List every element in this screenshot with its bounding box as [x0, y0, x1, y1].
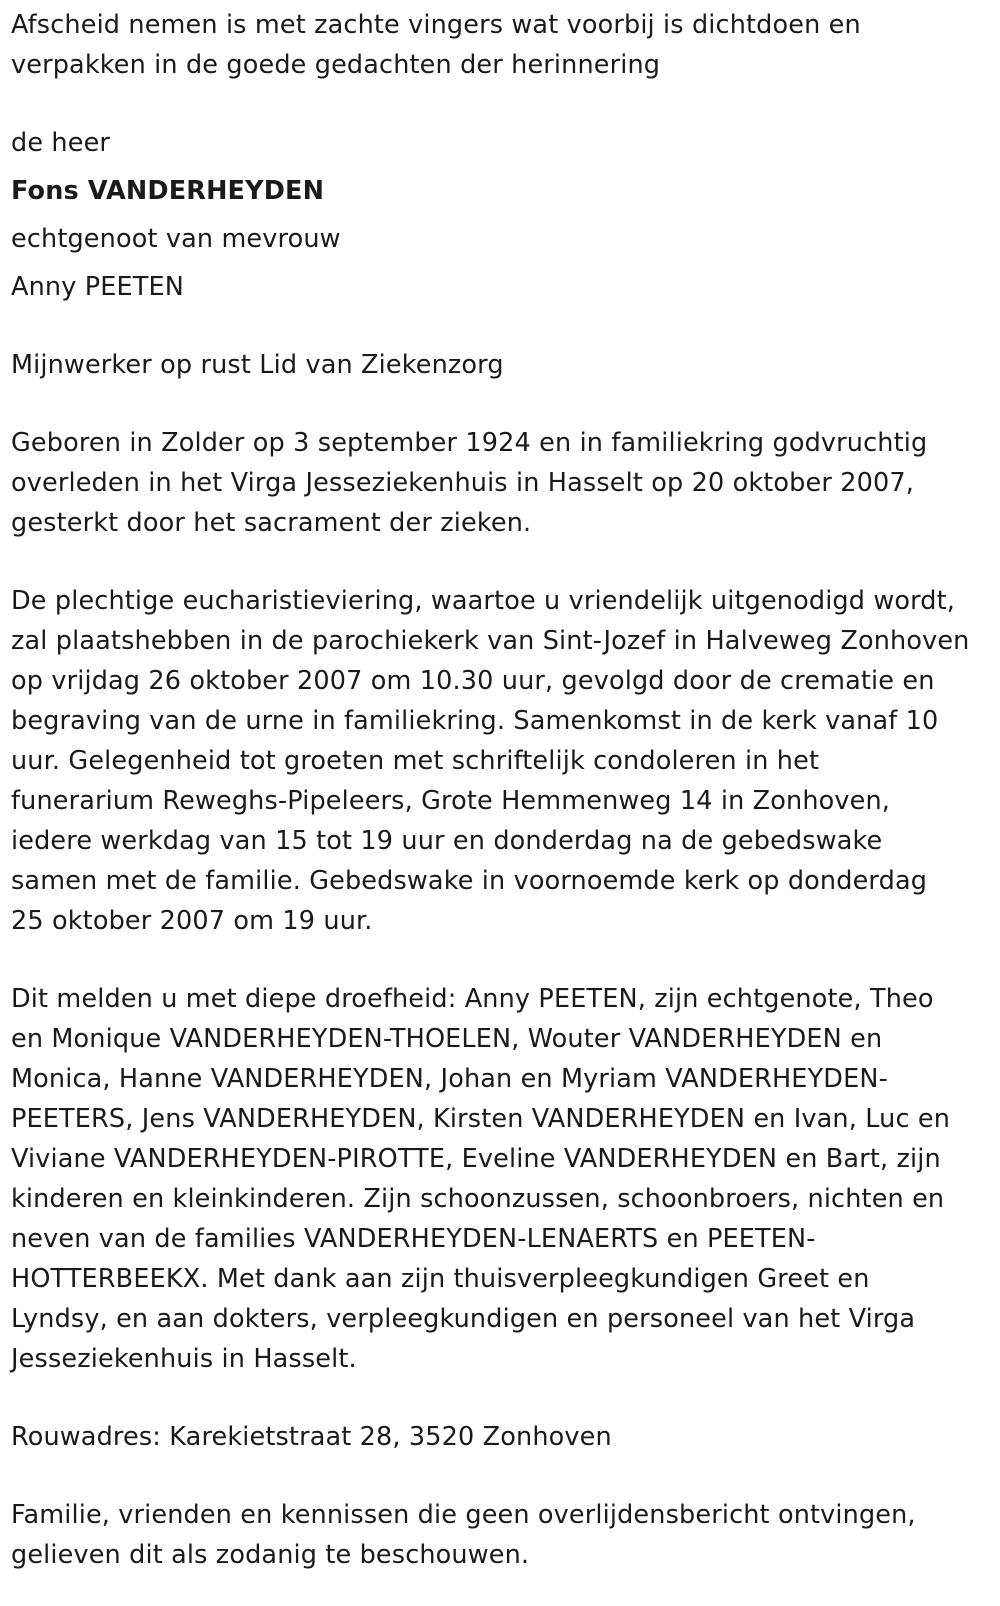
motto-line: Afscheid nemen is met zachte vingers wat voorbij is dichtdoen en	[11, 10, 861, 40]
motto-line: verpakken in de goede gedachten der herinnering	[11, 50, 661, 80]
family-line: Monica, Hanne VANDERHEYDEN, Johan en Myriam VANDERHEYDEN-	[11, 1064, 888, 1094]
mourning-address: Rouwadres: Karekietstraat 28, 3520 Zonhoven	[11, 1422, 612, 1452]
birth-death-line: overleden in het Virga Jesseziekenhuis in Hasselt op 20 oktober 2007,	[11, 468, 914, 498]
family-paragraph	[11, 979, 990, 1379]
family-line: kinderen en kleinkinderen. Zijn schoonzussen, schoonbroers, nichten en	[11, 1184, 945, 1214]
ceremony-line: begraving van de urne in familiekring. Samenkomst in de kerk vanaf 10	[11, 706, 939, 736]
birth-death-line: gesterkt door het sacrament der zieken.	[11, 508, 532, 538]
deceased-block	[11, 123, 990, 307]
family-line: Jesseziekenhuis in Hasselt.	[11, 1344, 357, 1374]
ceremony-line: uur. Gelegenheid tot groeten met schriftelijk condoleren in het	[11, 746, 820, 776]
family-line: en Monique VANDERHEYDEN-THOELEN, Wouter VANDERHEYDEN en	[11, 1024, 883, 1054]
family-line: Dit melden u met diepe droefheid: Anny PEETEN, zijn echtgenote, Theo	[11, 984, 934, 1014]
deceased-relation: echtgenoot van mevrouw	[11, 224, 341, 254]
family-line: Viviane VANDERHEYDEN-PIROTTE, Eveline VANDERHEYDEN en Bart, zijn	[11, 1144, 941, 1174]
ceremony-line: zal plaatshebben in de parochiekerk van Sint-Jozef in Halveweg Zonhoven	[11, 626, 970, 656]
spouse-name: Anny PEETEN	[11, 272, 184, 302]
deceased-title: de heer	[11, 128, 111, 158]
occupation-paragraph	[11, 345, 990, 385]
ceremony-line: iedere werkdag van 15 tot 19 uur en donderdag na de gebedswake	[11, 826, 883, 856]
family-line: PEETERS, Jens VANDERHEYDEN, Kirsten VANDERHEYDEN en Ivan, Luc en	[11, 1104, 951, 1134]
ceremony-line: De plechtige eucharistieviering, waartoe u vriendelijk uitgenodigd wordt,	[11, 586, 956, 616]
ceremony-line: op vrijdag 26 oktober 2007 om 10.30 uur, gevolgd door de crematie en	[11, 666, 935, 696]
birth-death-line: Geboren in Zolder op 3 september 1924 en in familiekring godvruchtig	[11, 428, 928, 458]
occupation-text: Mijnwerker op rust Lid van Ziekenzorg	[11, 350, 504, 380]
deceased-name: Fons VANDERHEYDEN	[11, 176, 325, 206]
address-paragraph	[11, 1417, 990, 1457]
ceremony-paragraph	[11, 581, 990, 941]
motto-paragraph	[11, 5, 990, 85]
closing-line: Familie, vrienden en kennissen die geen overlijdensbericht ontvingen,	[11, 1500, 916, 1530]
ceremony-line: 25 oktober 2007 om 19 uur.	[11, 906, 373, 936]
family-line: HOTTERBEEKX. Met dank aan zijn thuisverpleegkundigen Greet en	[11, 1264, 870, 1294]
closing-line: gelieven dit als zodanig te beschouwen.	[11, 1540, 530, 1570]
closing-paragraph	[11, 1495, 990, 1575]
ceremony-line: samen met de familie. Gebedswake in voornoemde kerk op donderdag	[11, 866, 928, 896]
family-line: neven van de families VANDERHEYDEN-LENAERTS en PEETEN-	[11, 1224, 816, 1254]
birth-death-paragraph	[11, 423, 990, 543]
ceremony-line: funerarium Reweghs-Pipeleers, Grote Hemmenweg 14 in Zonhoven,	[11, 786, 891, 816]
family-line: Lyndsy, en aan dokters, verpleegkundigen en personeel van het Virga	[11, 1304, 916, 1334]
